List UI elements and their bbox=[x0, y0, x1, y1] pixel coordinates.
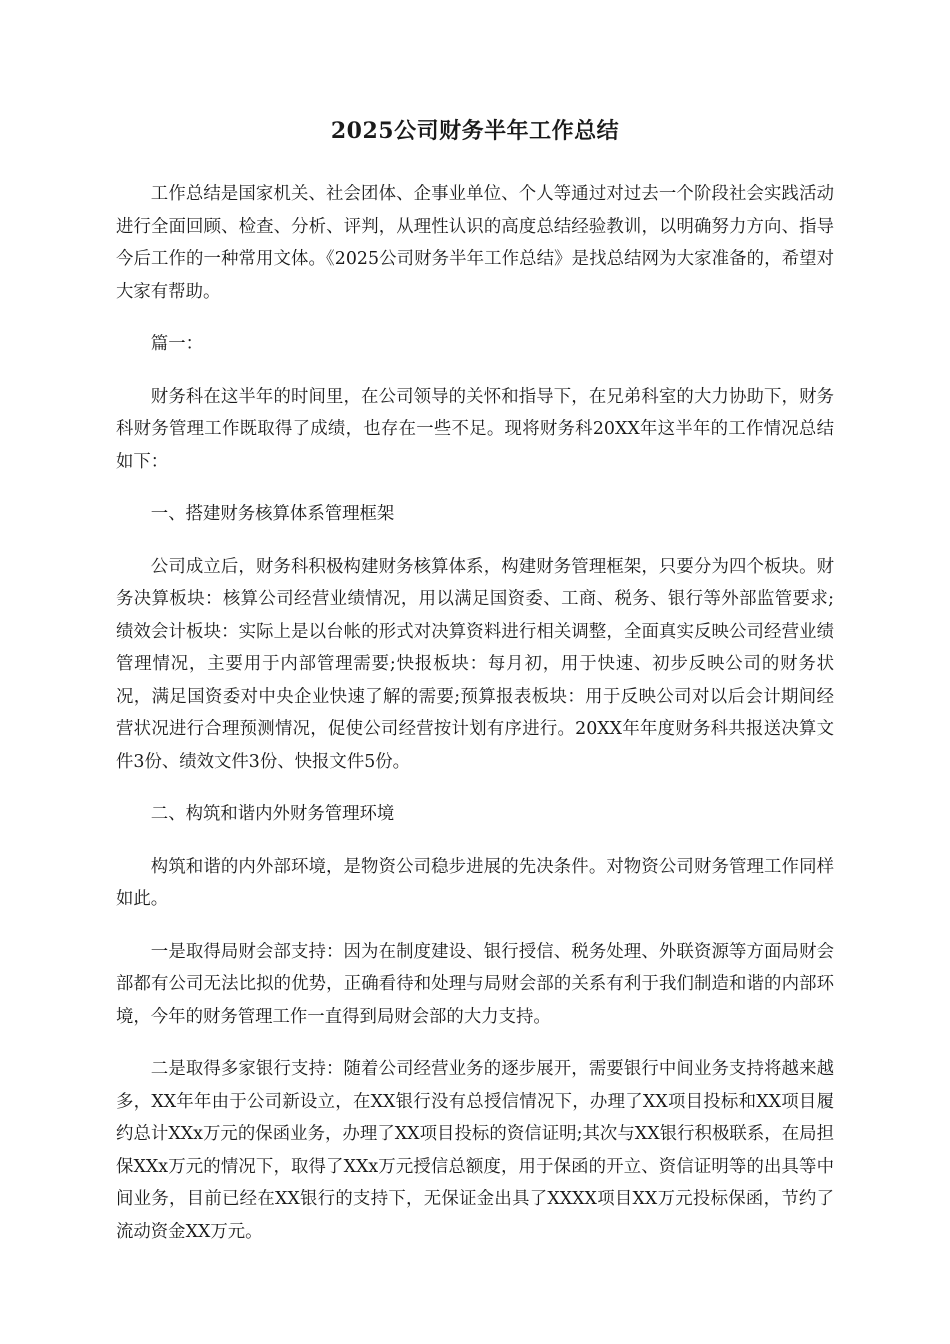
paragraph-accounting-framework: 公司成立后，财务科积极构建财务核算体系，构建财务管理框架，只要分为四个板块。财务决算板块：核算公司经营业绩情况，用以满足国资委、工商、税务、银行等外部监管要求;绩效会计板块：实际上是以台帐的形式对决算资料进行相关调整，全面真实反映公司经营业绩管理情况，主要用于内部管理需要;快报板块：每月初，用于快速、初步反映公司的财务状况，满足国资委对中央企业快速了解的需要;预算报表板块：用于反映公司对以后会计期间经营状况进行合理预测情况，促使公司经营按计划有序进行。20XX年年度财务科共报送决算文件3份、绩效文件3份、快报文件5份。 bbox=[116, 556, 834, 772]
paragraph-intro: 工作总结是国家机关、社会团体、企事业单位、个人等通过对过去一个阶段社会实践活动进行全面回顾、检查、分析、评判，从理性认识的高度总结经验教训，以明确努力方向、指导今后工作的一种常用文体。《2025公司财务半年工作总结》是找总结网为大家准备的，希望对大家有帮助。 bbox=[116, 184, 834, 302]
section-heading-2: 二、构筑和谐内外财务管理环境 bbox=[150, 804, 395, 824]
paragraph-bank-support: 二是取得多家银行支持：随着公司经营业务的逐步展开，需要银行中间业务支持将越来越多，XX年年由于公司新设立，在XX银行没有总授信情况下，办理了XX项目投标和XX项目履约总计XXx万元的保函业务，办理了XX项目投标的资信证明;其次与XX银行积极联系，在局担保XXx万元的情况下，取得了XXx万元授信总额度，用于保函的开立、资信证明等的出具等中间业务，目前已经在XX银行的支持下，无保证金出具了XXXX项目XX万元投标保函，节约了流动资金XX万元。 bbox=[116, 1059, 834, 1242]
paragraph-overview: 财务科在这半年的时间里，在公司领导的关怀和指导下，在兄弟科室的大力协助下，财务科财务管理工作既取得了成绩，也存在一些不足。现将财务科20XX年这半年的工作情况总结如下： bbox=[116, 386, 834, 472]
paragraph-part-one-label: 篇一： bbox=[150, 334, 203, 354]
paragraph-finance-dept-support: 一是取得局财会部支持：因为在制度建设、银行授信、税务处理、外联资源等方面局财会部都有公司无法比拟的优势，正确看待和处理与局财会部的关系有利于我们制造和谐的内部环境，今年的财务管理工作一直得到局财会部的大力支持。 bbox=[116, 941, 834, 1027]
document-body bbox=[116, 178, 834, 1268]
document-title: 2025公司财务半年工作总结 bbox=[330, 118, 620, 144]
section-heading-1: 一、搭建财务核算体系管理框架 bbox=[150, 504, 395, 524]
paragraph-environment: 构筑和谐的内外部环境，是物资公司稳步进展的先决条件。对物资公司财务管理工作同样如此。 bbox=[116, 856, 834, 909]
